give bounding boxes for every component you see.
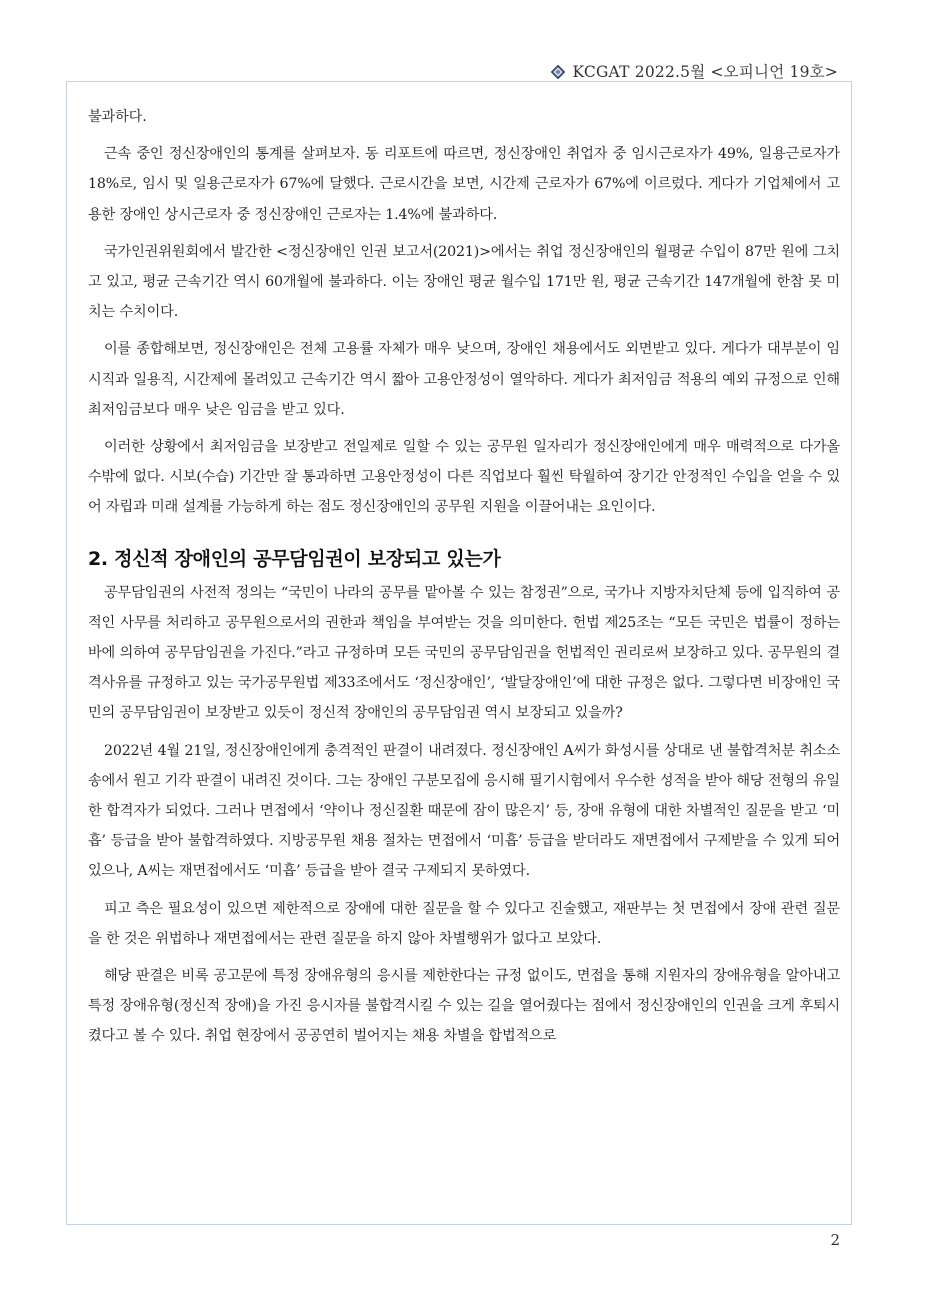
diamond-icon <box>551 65 565 79</box>
page-number: 2 <box>830 1231 840 1249</box>
paragraph: 2022년 4월 21일, 정신장애인에게 충격적인 판결이 내려졌다. 정신장애인 A씨가 화성시를 상대로 낸 불합격처분 취소소송에서 원고 기각 판결이 내려진 것이다. 그는 장애인 구분모집에 응시해 필기시험에서 우수한 성적을 받아 해당 전형의 유일한 합격자가 되었다. 그러나 면접에서 ‘약이나 정신질환 때문에 잠이 많은지’ 등, 장애 유형에 대한 차별적인 질문을 받고 ‘미흡’ 등급을 받아 불합격하였다. 지방공무원 채용 절차는 면접에서 ‘미흡’ 등급을 받더라도 재면접에서 구제받을 수 있게 되어 있으나, A씨는 재면접에서도 ‘미흡’ 등급을 받아 결국 구제되지 못하였다. <box>88 742 840 880</box>
paragraph: 해당 판결은 비록 공고문에 특정 장애유형의 응시를 제한한다는 규정 없이도, 면접을 통해 지원자의 장애유형을 알아내고 특정 장애유형(정신적 장애)을 가진 응시자를 불합격시킬 수 있는 길을 열어줬다는 점에서 정신장애인의 인권을 크게 후퇴시켰다고 볼 수 있다. 취업 현장에서 공공연히 벌어지는 채용 차별을 합법적으로 <box>88 968 840 1045</box>
paragraph: 이를 종합해보면, 정신장애인은 전체 고용률 자체가 매우 낮으며, 장애인 채용에서도 외면받고 있다. 게다가 대부분이 임시직과 일용직, 시간제에 몰려있고 근속기간 역시 짧아 고용안정성이 열악하다. 게다가 최저임금 적용의 예외 규정으로 인해 최저임금보다 매우 낮은 임금을 받고 있다. <box>88 341 840 418</box>
main-content <box>88 102 840 1059</box>
paragraph: 국가인권위원회에서 발간한 <정신장애인 인권 보고서(2021)>에서는 취업 정신장애인의 월평균 수입이 87만 원에 그치고 있고, 평균 근속기간 역시 60개월에 불과하다. 이는 장애인 평균 월수입 171만 원, 평균 근속기간 147개월에 한참 못 미치는 수치이다. <box>88 243 840 321</box>
paragraph: 불과하다. <box>88 109 147 125</box>
page-header <box>0 60 838 82</box>
header-text: KCGAT 2022.5월 <오피니언 19호> <box>572 63 838 81</box>
paragraph: 이러한 상황에서 최저임금을 보장받고 전일제로 일할 수 있는 공무원 일자리가 정신장애인에게 매우 매력적으로 다가올 수밖에 없다. 시보(수습) 기간만 잘 통과하면 고용안정성이 다른 직업보다 훨씬 탁월하여 장기간 안정적인 수입을 얻을 수 있어 자립과 미래 설계를 가능하게 하는 점도 정신장애인의 공무원 지원을 이끌어내는 요인이다. <box>88 439 840 516</box>
paragraph: 피고 측은 필요성이 있으면 제한적으로 장애에 대한 질문을 할 수 있다고 진술했고, 재판부는 첫 면접에서 장애 관련 질문을 한 것은 위법하나 재면접에서는 관련 질문을 하지 않아 차별행위가 없다고 보았다. <box>88 900 840 947</box>
paragraph: 공무담임권의 사전적 정의는 “국민이 나라의 공무를 맡아볼 수 있는 참정권”으로, 국가나 지방자치단체 등에 입직하여 공적인 사무를 처리하고 공무원으로서의 권한과 책임을 부여받는 것을 의미한다. 헌법 제25조는 “모든 국민은 법률이 정하는 바에 의하여 공무담임권을 가진다.”라고 규정하며 모든 국민의 공무담임권을 헌법적인 권리로써 보장하고 있다. 공무원의 결격사유를 규정하고 있는 국가공무원법 제33조에서도 ‘정신장애인’, ‘발달장애인’에 대한 규정은 없다. 그렇다면 비장애인 국민의 공무담임권이 보장받고 있듯이 정신적 장애인의 공무담임권 역시 보장되고 있을까? <box>88 584 840 722</box>
section-title: 2. 정신적 장애인의 공무담임권이 보장되고 있는가 <box>88 547 501 570</box>
paragraph: 근속 중인 정신장애인의 통계를 살펴보자. 동 리포트에 따르면, 정신장애인 취업자 중 임시근로자가 49%, 일용근로자가 18%로, 임시 및 일용근로자가 67%에 달했다. 근로시간을 보면, 시간제 근로자가 67%에 이르렀다. 게다가 기업체에서 고용한 장애인 상시근로자 중 정신장애인 근로자는 1.4%에 불과하다. <box>88 146 840 223</box>
